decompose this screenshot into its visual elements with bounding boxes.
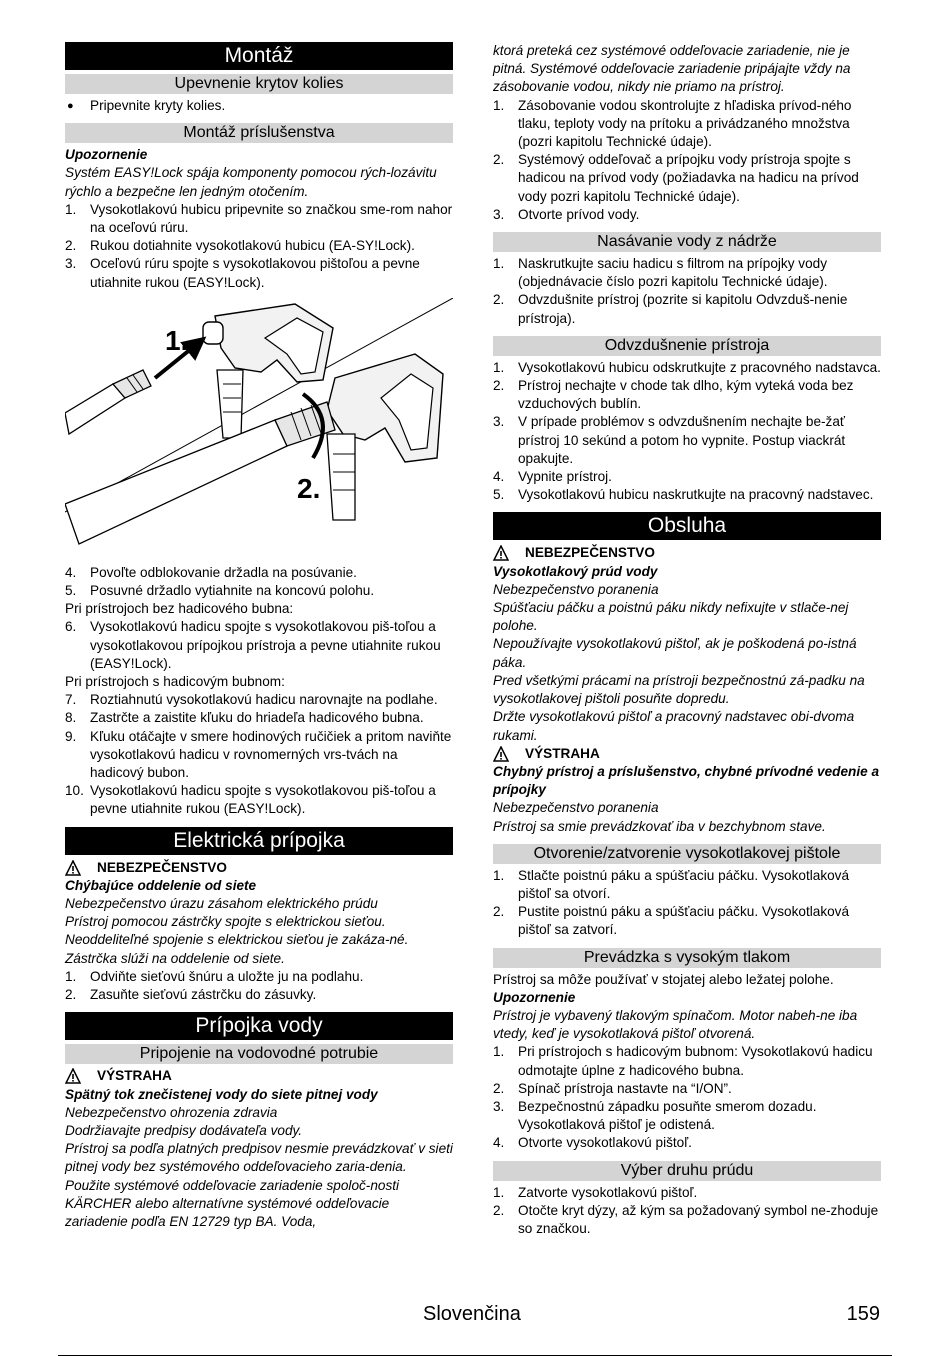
list-item [65,782,453,818]
paragraph: Prístroj sa môže používať v stojatej alebo ležatej polohe. [493,971,834,987]
danger-text [65,895,453,968]
text-with-reel: Pri prístrojoch s hadicovým bubnom: [65,674,285,690]
list-item [65,255,453,291]
left-column [65,42,453,1231]
text-line: Prístroj sa smie prevádzkovať iba v bezchybnom stave. [493,818,826,834]
subsection-title-prislusenstvo: Montáž príslušenstva [65,123,453,143]
list-number: 1. [493,867,505,883]
list-item [493,468,881,486]
list-text: Zasuňte sieťovú zástrčku do zásuvky. [90,987,317,1003]
list-number: 1. [493,256,505,272]
list-number: 4. [493,469,505,485]
list-number: 2. [493,1080,505,1096]
danger-heading: NEBEZPEČENSTVO [493,544,881,562]
list-text: Zásobovanie vodou skontrolujte z hľadiska prívod-ného tlaku, teploty vody na prítoku a privádzaného množstva (pozri kapitolu Technické údaje). [518,97,852,150]
list-item [493,291,881,327]
list-number: 2. [493,378,505,394]
list-item [493,1184,881,1202]
list-number: 1. [493,1184,505,1200]
list-text: Otočte kryt dýzy, až kým sa požadovaný symbol ne-zhoduje so značkou. [518,1202,879,1236]
list-number: 4. [65,564,77,580]
text-line: Spúšťaciu páčku a poistnú páku nikdy nefixujte v stlače-nej polohe. [493,600,849,634]
list-text: Zatvorte vysokotlakovú pištoľ. [518,1184,698,1200]
bullet-list [65,97,453,115]
list-item [493,1202,881,1238]
list-item [65,201,453,237]
list-text: V prípade problémov s odvzdušnením nechajte be-žať prístroj 10 sekúnd a potom ho vypnite. Postup viackrát opakujte. [518,414,846,466]
warning-subtitle: Spätný tok znečistenej vody do siete pitnej vody [65,1086,378,1102]
note-text: Systém EASY!Lock spája komponenty pomocou rých-lozávitu rýchlo a bezpečne len jedným otočením. [65,165,437,199]
danger-text [493,581,881,745]
danger-heading: NEBEZPEČENSTVO [65,859,453,877]
list-item [493,206,881,224]
right-column [493,42,881,1238]
list-text: Otvorte prívod vody. [518,206,640,222]
list-number: 7. [65,692,77,708]
subsection-title-upevnenie: Upevnenie krytov kolies [65,74,453,94]
list-number: 2. [493,904,505,920]
list-text: Stlačte poistnú páku a spúšťaciu páčku. Vysokotlaková pištoľ sa otvorí. [518,867,850,901]
list-text: Odvzdušnite prístroj (pozrite si kapitolu Odvzduš-nenie prístroja). [518,292,848,326]
warning-triangle-icon [493,746,509,762]
list-item [65,564,453,582]
warning-triangle-icon [65,1068,81,1084]
footer-language: Slovenčina [423,1303,521,1325]
list-item [493,413,881,468]
list-text: Naskrutkujte saciu hadicu s filtrom na prípojky vody (objednávacie číslo pozri kapitolu Technické údaje). [518,256,828,290]
text-line: Nebezpečenstvo ohrozenia zdravia [65,1104,278,1120]
list-text: Zastrčte a zaistite kľuku do hriadeľa hadicového bubna. [90,710,424,726]
steps-list [493,97,881,224]
subsection-title-vodovod: Pripojenie na vodovodné potrubie [65,1044,453,1064]
list-text: Spínač prístroja nastavte na “I/ON”. [518,1080,732,1096]
list-item [65,582,453,600]
section-title-montaz: Montáž [65,42,453,70]
list-item [493,97,881,152]
list-item [493,151,881,206]
list-number: 1. [493,97,505,113]
list-item [65,709,453,727]
subsection-title-vyber: Výber druhu prúdu [493,1161,881,1181]
list-text: Rukou dotiahnite vysokotlakovú hubicu (EA-SY!Lock). [90,238,415,254]
list-item [493,486,881,504]
list-item [65,986,453,1004]
list-text: Kľuku otáčajte v smere hodinových ručičiek a pritom naviňte vysokotlakovú hadicu v rovnomerných vrs-tvách na hadicový bubon. [90,728,452,781]
list-item [493,903,881,939]
list-number: 1. [65,201,77,217]
list-text: Bezpečnostnú západku posuňte smerom dozadu. Vysokotlaková pištoľ je odistená. [518,1098,817,1133]
steps-list [65,691,453,818]
list-text: Posuvné držadlo vytiahnite na koncovú polohu. [90,583,375,599]
warning-subtitle: Chybný prístroj a príslušenstvo, chybné prívodné vedenie a prípojky [493,763,880,798]
note-text: Prístroj je vybavený tlakovým spínačom. Motor nabeh-ne iba vtedy, keď je vysokotlaková pištoľ otvorená. [493,1007,858,1042]
figure-label-1: 1. [165,324,189,356]
list-number: 8. [65,710,77,726]
list-number: 3. [493,414,505,430]
list-number: 5. [493,487,505,503]
list-number: 9. [65,728,77,744]
list-text: Pri prístrojoch s hadicovým bubnom: Vysokotlakovú hadicu odmotajte úplne z hadicového bubna. [518,1044,873,1078]
text-line: Nebezpečenstvo poranenia [493,800,659,816]
list-number: 1. [65,968,77,984]
warning-heading: VÝSTRAHA [65,1067,453,1085]
list-number: 1. [493,359,505,375]
list-text: Pustite poistnú páku a spúšťaciu páčku. Vysokotlaková pištoľ sa zatvorí. [518,904,850,938]
list-item [493,255,881,291]
list-number: 2. [65,238,77,254]
text-line: Nebezpečenstvo poranenia [493,581,659,597]
text-no-reel: Pri prístrojoch bez hadicového bubna: [65,601,294,617]
text-line: Nebezpečenstvo úrazu zásahom elektrického prúdu [65,896,378,912]
list-number: 3. [493,1098,505,1114]
subsection-title-otvorenie: Otvorenie/zatvorenie vysokotlakovej pištole [493,844,881,864]
list-text: Vysokotlakovú hubicu pripevnite so značkou sme-rom nahor na oceľovú rúru. [90,201,453,236]
assembly-illustration [65,298,453,558]
warning-triangle-icon [65,860,81,876]
bullet-icon: ● [67,100,74,112]
note-label: Upozornenie [493,989,576,1005]
section-title-obsluha: Obsluha [493,512,881,540]
section-title-elektricka: Elektrická prípojka [65,827,453,855]
list-item [493,1080,881,1098]
danger-subtitle: Vysokotlakový prúd vody [493,563,658,579]
list-text: Vysokotlakovú hubicu naskrutkujte na pracovný nadstavec. [518,487,874,503]
list-number: 3. [493,206,505,222]
list-text: Oceľovú rúru spojte s vysokotlakovou pištoľou a pevne utiahnite rukou (EASY!Lock). [90,256,420,290]
list-number: 4. [493,1135,505,1151]
list-text: Povoľte odblokovanie držadla na posúvanie. [90,564,357,580]
list-item [65,237,453,255]
list-item [65,728,453,783]
steps-list [65,564,453,600]
steps-list [65,968,453,1004]
list-number: 5. [65,583,77,599]
list-item [493,1043,881,1079]
list-number: 2. [493,292,505,308]
figure-label-2: 2. [297,472,321,504]
list-number: 3. [65,256,77,272]
page-number: 159 [846,1303,880,1325]
subsection-title-odvzdusnenie: Odvzdušnenie prístroja [493,336,881,356]
text-line: Nepoužívajte vysokotlakovú pištoľ, ak je poškodená po-istná páka. [493,636,857,670]
list-item: 6. Vysokotlakovú hadicu spojte s vysokotlakovou piš-toľou a vysokotlakovou prípojkou prístroja a pevne utiahnite rukou (EASY!Lock). [65,619,441,671]
danger-subtitle: Chýbajúce oddelenie od siete [65,877,257,893]
list-item [65,691,453,709]
section-title-voda: Prípojka vody [65,1012,453,1040]
list-text: Otvorte vysokotlakovú pištoľ. [518,1135,692,1151]
subsection-title-prevadzka: Prevádzka s vysokým tlakom [493,948,881,968]
continued-text: ktorá preteká cez systémové oddeľovacie zariadenie, nie je pitná. Systémové oddeľovacie zariadenie pripájajte vždy na zásobovanie vodou, nikdy nie priamo na prístroj. [493,43,851,95]
list-number: 2. [65,987,77,1003]
warning-triangle-icon [493,545,509,561]
spray-gun-drawing [65,298,453,558]
list-text: Systémový oddeľovač a prípojku vody prístroja spojte s hadicou na prívod vody (požiadavka na hadicu na prívod vody pozri kapitolu Technické údaje). [518,152,859,204]
warning-text [493,799,881,835]
list-number: 1. [493,1044,505,1060]
text-line: Prístroj pomocou zástrčky spojte s elektrickou sieťou. [65,914,386,930]
list-text: Vysokotlakovú hubicu odskrutkujte z pracovného nadstavca. [518,359,881,375]
steps-list [493,1043,881,1152]
warning-heading: VÝSTRAHA [493,745,881,763]
list-item: ● Pripevnite kryty kolies. [65,97,453,115]
list-item [65,968,453,986]
subsection-title-nadrz: Nasávanie vody z nádrže [493,232,881,252]
list-text: Roztiahnutú vysokotlakovú hadicu narovnajte na podlahe. [90,692,438,708]
list-text: Vypnite prístroj. [518,469,612,485]
steps-list [65,618,453,673]
list-item [493,377,881,413]
list-item [493,1098,881,1134]
steps-list [493,255,881,328]
list-item [493,359,881,377]
list-text: Vysokotlakovú hadicu spojte s vysokotlakovou piš-toľou a pevne utiahnite rukou (EASY!Lock). [90,783,436,817]
text-line: Neoddeliteľné spojenie s elektrickou sieťou je zakáza-né. Zástrčka slúži na oddelenie od siete. [65,932,409,966]
steps-list [493,867,881,940]
list-number: 10. [65,783,84,799]
list-item [493,867,881,903]
steps-list [65,201,453,292]
text-line: Prístroj sa podľa platných predpisov nesmie prevádzkovať v sieti pitnej vody bez systémového oddeľovacieho zaria-denia. Použite systémové oddeľovacie zariadenie spoloč-nosti KÄRCHER alebo alternatívne systémové oddeľovacie zariadenie podľa EN 12729 typ BA. Voda, [65,1141,453,1229]
list-text: Odviňte sieťovú šnúru a uložte ju na podlahu. [90,968,364,984]
text-line: Držte vysokotlakovú pištoľ a pracovný nadstavec obi-dvoma rukami. [493,709,855,743]
note-label: Upozornenie [65,147,148,163]
text-line: Pred všetkými prácami na prístroji bezpečnostnú zá-padku na vysokotlakovej pištoli posuňte dopredu. [493,672,865,707]
text-line: Dodržiavajte predpisy dodávateľa vody. [65,1122,303,1138]
list-number: 2. [493,152,505,168]
steps-list [493,1184,881,1239]
list-item [493,1134,881,1152]
list-number: 2. [493,1202,505,1218]
steps-list [493,359,881,505]
warning-text [65,1104,453,1231]
list-text: Prístroj nechajte v chode tak dlho, kým vyteká voda bez vzduchových bublín. [518,378,854,412]
